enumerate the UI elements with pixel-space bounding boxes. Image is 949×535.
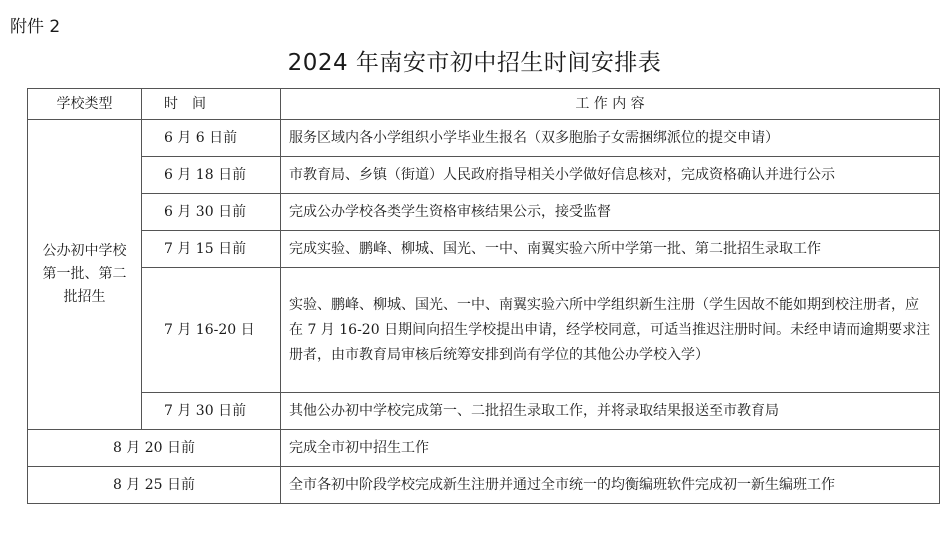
table-row	[28, 157, 940, 194]
page-title: 2024 年南安市初中招生时间安排表	[287, 50, 662, 76]
table-row	[28, 393, 940, 430]
time-cell: 6 月 30 日前	[142, 194, 281, 231]
time-cell-wide: 8 月 25 日前	[28, 467, 281, 504]
table-header-row	[28, 89, 940, 120]
time-cell: 7 月 30 日前	[142, 393, 281, 430]
group-label: 公办初中学校第一批、第二批招生	[42, 243, 127, 305]
header-content: 工 作 内 容	[281, 89, 940, 120]
content-cell: 服务区域内各小学组织小学毕业生报名（双多胞胎子女需捆绑派位的提交申请）	[281, 120, 940, 157]
table-row	[28, 120, 940, 157]
attachment-label: 附件 2	[10, 17, 61, 37]
time-cell: 7 月 16-20 日	[142, 268, 281, 393]
table-row	[28, 467, 940, 504]
header-school-type: 学校类型	[28, 89, 142, 120]
time-cell: 6 月 18 日前	[142, 157, 281, 194]
content-cell: 全市各初中阶段学校完成新生注册并通过全市统一的均衡编班软件完成初一新生编班工作	[281, 467, 940, 504]
table-row	[28, 231, 940, 268]
content-cell: 实验、鹏峰、柳城、国光、一中、南翼实验六所中学组织新生注册（学生因故不能如期到校注册者，应在 7 月 16-20 日期间向招生学校提出申请，经学校同意，可适当推迟注册时间。未经申请而逾期要求注册者，由市教育局审核后统筹安排到尚有学位的其他公办学校入学）	[281, 268, 940, 393]
table-row	[28, 430, 940, 467]
content-cell: 完成实验、鹏峰、柳城、国光、一中、南翼实验六所中学第一批、第二批招生录取工作	[281, 231, 940, 268]
content-cell: 完成公办学校各类学生资格审核结果公示，接受监督	[281, 194, 940, 231]
content-cell: 其他公办初中学校完成第一、二批招生录取工作，并将录取结果报送至市教育局	[281, 393, 940, 430]
time-cell-wide: 8 月 20 日前	[28, 430, 281, 467]
table-row	[28, 194, 940, 231]
schedule-table	[27, 88, 940, 504]
time-cell: 7 月 15 日前	[142, 231, 281, 268]
content-cell: 完成全市初中招生工作	[281, 430, 940, 467]
group-cell	[28, 120, 142, 430]
table-row	[28, 268, 940, 393]
content-cell: 市教育局、乡镇（街道）人民政府指导相关小学做好信息核对，完成资格确认并进行公示	[281, 157, 940, 194]
header-time: 时 间	[142, 89, 281, 120]
time-cell: 6 月 6 日前	[142, 120, 281, 157]
